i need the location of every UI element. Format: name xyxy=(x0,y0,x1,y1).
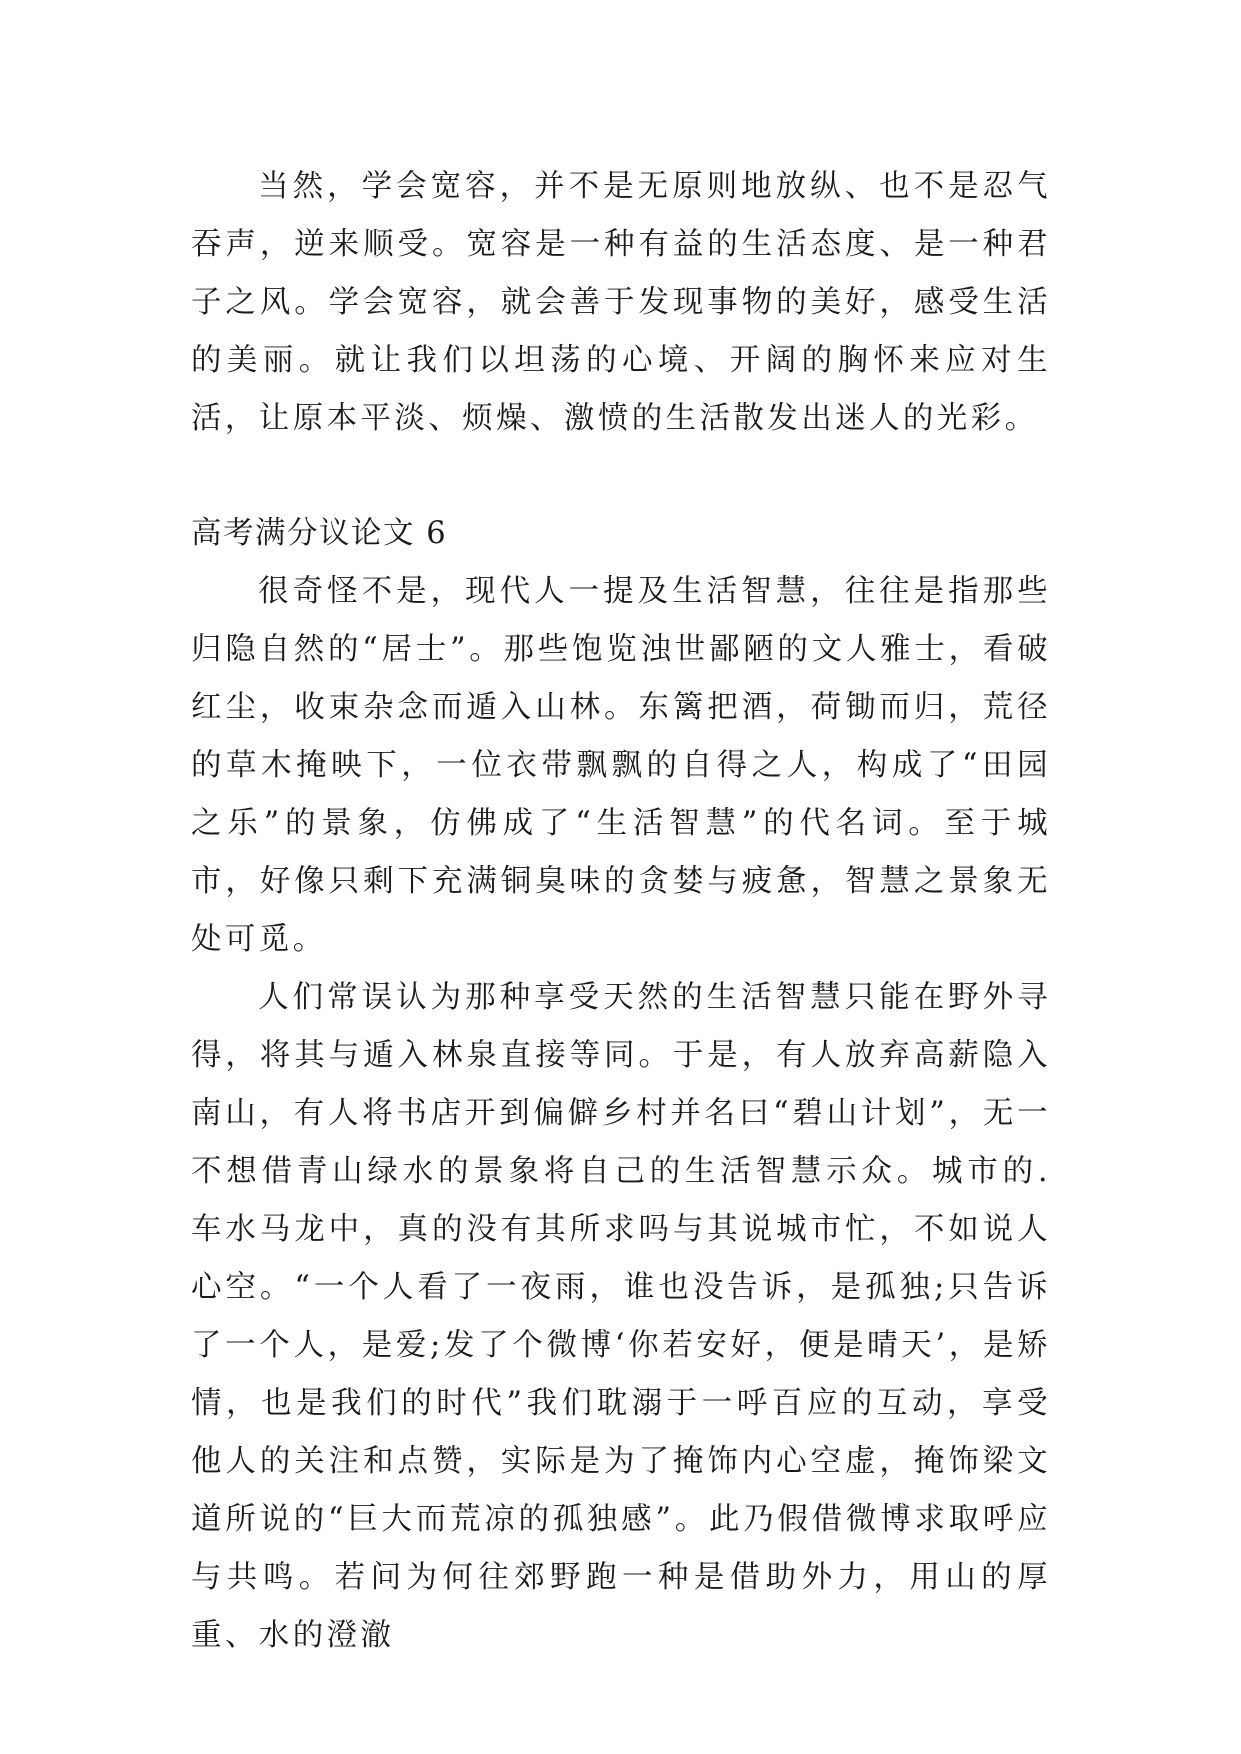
paragraph-wisdom-intro: 很奇怪不是，现代人一提及生活智慧，往往是指那些归隐自然的“居士”。那些饱览浊世鄙陋的文人雅士，看破红尘，收束杂念而遁入山林。东篱把酒，荷锄而归，荒径的草木掩映下，一位衣带飘飘的自得之人，构成了“田园之乐”的景象，仿佛成了“生活智慧”的代名词。至于城市，好像只剩下充满铜臭味的贪婪与疲惫，智慧之景象无处可觅。 xyxy=(191,574,1051,957)
text-block-essay xyxy=(191,505,1051,1665)
section-heading: 高考满分议论文 6 xyxy=(191,516,448,551)
paragraph-tolerance: 当然，学会宽容，并不是无原则地放纵、也不是忍气吞声，逆来顺受。宽容是一种有益的生活态度、是一种君子之风。学会宽容，就会善于发现事物的美好，感受生活的美丽。就让我们以坦荡的心境、开阔的胸怀来应对生活，让原本平淡、烦燥、激愤的生活散发出迷人的光彩。 xyxy=(191,169,1051,436)
text-block-top xyxy=(191,158,1051,448)
paragraph-wisdom-city: 人们常误认为那种享受天然的生活智慧只能在野外寻得，将其与遁入林泉直接等同。于是，有人放弃高薪隐入南山，有人将书店开到偏僻乡村并名曰“碧山计划”，无一不想借青山绿水的景象将自己的生活智慧示众。城市的.车水马龙中，真的没有其所求吗与其说城市忙，不如说人心空。“一个人看了一夜雨，谁也没告诉，是孤独;只告诉了一个人，是爱;发了个微博‘你若安好，便是晴天’，是矫情，也是我们的时代”我们耽溺于一呼百应的互动，享受他人的关注和点赞，实际是为了掩饰内心空虚，掩饰梁文道所说的“巨大而荒凉的孤独感”。此乃假借微博求取呼应与共鸣。若问为何往郊野跑一种是借助外力，用山的厚重、水的澄澈 xyxy=(191,980,1051,1653)
